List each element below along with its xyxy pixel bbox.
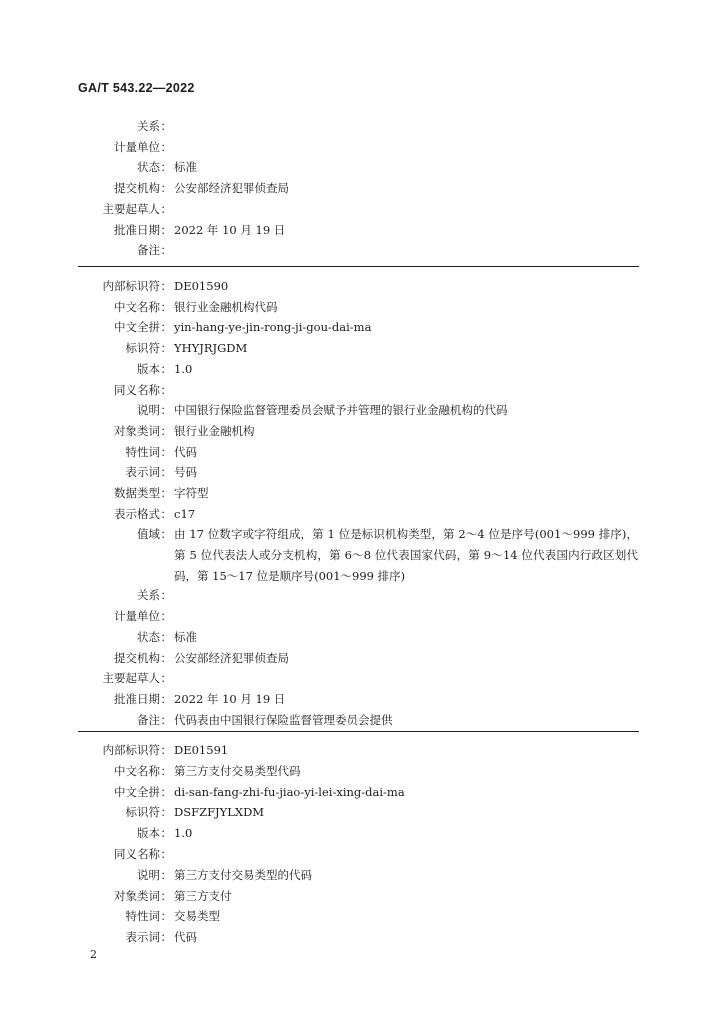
- field-label: 版本: [137, 826, 160, 841]
- field-separator: ：: [160, 486, 172, 500]
- field-label: 主要起草人: [102, 671, 160, 686]
- field-separator: ：: [160, 243, 172, 258]
- field-value: 银行业金融机构代码: [174, 299, 278, 314]
- field-label: 同义名称: [114, 847, 160, 861]
- field-separator: ：: [160, 712, 172, 727]
- field-separator: ：: [160, 888, 172, 903]
- field-value: 第三方支付交易类型的代码: [174, 867, 312, 882]
- field-label: 中文全拼: [114, 784, 160, 799]
- field-value: 公安部经济犯罪侦查局: [174, 181, 289, 196]
- field-separator: ：: [160, 909, 172, 924]
- field-label: 提交机构: [114, 181, 160, 196]
- field-label: 内部标识符: [102, 743, 160, 757]
- field-value: DSFZFJYLXDM: [174, 805, 265, 820]
- field-separator: ：: [160, 160, 172, 175]
- field-separator: ：: [160, 629, 172, 644]
- field-label: 值域: [137, 527, 160, 542]
- field-separator: ：: [160, 930, 172, 945]
- field-label: 备注: [137, 243, 160, 258]
- field-label: 中文全拼: [114, 320, 160, 335]
- field-value: DE01590: [174, 279, 229, 293]
- field-value: c17: [174, 506, 196, 521]
- field-value: DE01591: [174, 743, 229, 757]
- field-value: 2022 年 10 月 19 日: [174, 691, 286, 706]
- field-separator: ：: [160, 361, 172, 376]
- field-label: 计量单位: [114, 609, 160, 624]
- field-label: 对象类词: [114, 423, 160, 438]
- field-value: 中国银行保险监督管理委员会赋予并管理的银行业金融机构的代码: [174, 403, 508, 418]
- field-label: 中文名称: [114, 763, 160, 778]
- section-divider: [78, 731, 639, 732]
- field-separator: ：: [160, 444, 172, 459]
- field-label: 说明: [137, 867, 160, 882]
- field-label: 中文名称: [114, 299, 160, 314]
- field-label: 版本: [137, 361, 160, 376]
- field-separator: ：: [160, 341, 172, 356]
- field-label: 状态: [137, 629, 160, 644]
- field-separator: ：: [160, 784, 172, 799]
- field-label: 提交机构: [114, 650, 160, 665]
- field-label: 说明: [137, 403, 160, 418]
- field-value: 1.0: [174, 826, 193, 841]
- field-separator: ：: [160, 201, 172, 216]
- field-value: di-san-fang-zhi-fu-jiao-yi-lei-xing-dai-ma: [174, 784, 405, 799]
- field-separator: ：: [160, 506, 172, 521]
- field-separator: ：: [160, 403, 172, 418]
- field-value: 第三方支付: [174, 888, 232, 903]
- field-label: 状态: [137, 160, 160, 175]
- field-label: 标识符: [125, 341, 160, 356]
- field-label: 批准日期: [114, 222, 160, 237]
- field-value: 号码: [174, 465, 197, 480]
- section-divider: [78, 266, 639, 267]
- field-separator: ：: [160, 691, 172, 706]
- field-value: 代码表由中国银行保险监督管理委员会提供: [174, 712, 393, 727]
- field-value: yin-hang-ye-jin-rong-ji-gou-dai-ma: [174, 320, 372, 335]
- field-separator: ：: [160, 299, 172, 314]
- field-separator: ：: [160, 382, 172, 397]
- field-separator: ：: [160, 527, 172, 542]
- field-label: 标识符: [125, 805, 160, 820]
- field-label: 计量单位: [114, 139, 160, 154]
- field-separator: ：: [160, 763, 172, 778]
- field-value: 第三方支付交易类型代码: [174, 763, 301, 778]
- field-separator: ：: [160, 588, 172, 603]
- field-value: 代码: [174, 444, 197, 459]
- field-separator: ：: [160, 279, 172, 293]
- field-separator: ：: [160, 320, 172, 335]
- field-separator: ：: [160, 847, 172, 861]
- field-separator: ：: [160, 671, 172, 686]
- field-label: 表示词: [125, 465, 160, 480]
- field-value: 字符型: [174, 486, 209, 500]
- field-label: 表示格式: [114, 506, 160, 521]
- field-label: 批准日期: [114, 691, 160, 706]
- field-value: 2022 年 10 月 19 日: [174, 222, 286, 237]
- field-value: 公安部经济犯罪侦查局: [174, 650, 289, 665]
- field-value: 银行业金融机构: [174, 423, 255, 438]
- field-label: 关系: [137, 119, 160, 133]
- field-separator: ：: [160, 650, 172, 665]
- field-label: 特性词: [125, 909, 160, 924]
- field-label: 同义名称: [114, 382, 160, 397]
- field-separator: ：: [160, 609, 172, 624]
- field-value: YHYJRJGDM: [174, 341, 248, 356]
- field-separator: ：: [160, 805, 172, 820]
- field-separator: ：: [160, 867, 172, 882]
- field-separator: ：: [160, 222, 172, 237]
- field-label: 备注: [137, 712, 160, 727]
- field-label: 对象类词: [114, 888, 160, 903]
- field-value: 标准: [174, 629, 197, 644]
- page-number: 2: [90, 948, 97, 961]
- field-label: 特性词: [125, 444, 160, 459]
- field-value: 标准: [174, 160, 197, 175]
- field-label: 主要起草人: [102, 201, 160, 216]
- field-value: 由 17 位数字或字符组成，第 1 位是标识机构类型，第 2～4 位是序号(001～999 排序)，第 5 位代表法人或分支机构，第 6～8 位代表国家代码，第 9～14 位代表国内行政区划代码，第 15～17 位是顺序号(001～999 排序): [174, 527, 638, 584]
- field-label: 内部标识符: [102, 279, 160, 293]
- field-label: 表示词: [125, 930, 160, 945]
- field-separator: ：: [160, 119, 172, 133]
- field-label: 数据类型: [114, 486, 160, 500]
- field-value: 交易类型: [174, 909, 220, 924]
- field-separator: ：: [160, 181, 172, 196]
- field-value: 1.0: [174, 361, 193, 376]
- field-separator: ：: [160, 423, 172, 438]
- field-separator: ：: [160, 465, 172, 480]
- standard-code: GA/T 543.22—2022: [78, 81, 195, 95]
- field-separator: ：: [160, 826, 172, 841]
- field-label: 关系: [137, 588, 160, 603]
- field-separator: ：: [160, 743, 172, 757]
- field-value: 代码: [174, 930, 197, 945]
- field-separator: ：: [160, 139, 172, 154]
